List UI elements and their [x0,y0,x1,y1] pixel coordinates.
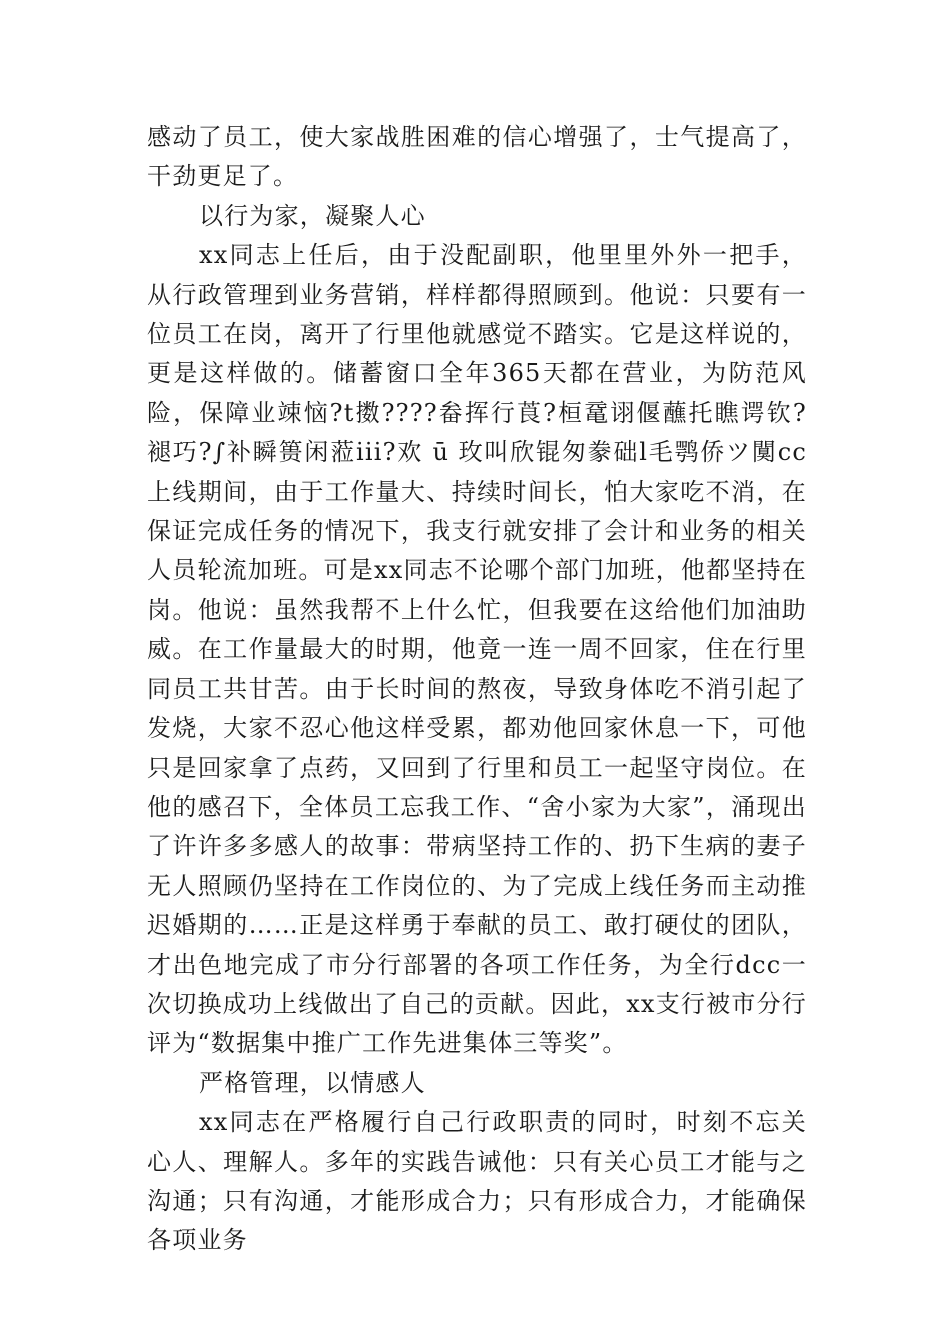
paragraph-care: xx同志在严格履行自己行政职责的同时，时刻不忘关心人、理解人。多年的实践告诫他：只有关心员工才能与之沟通；只有沟通，才能形成合力；只有形成合力，才能确保各项业务 [147,1108,807,1255]
paragraph-leadership: xx同志上任后，由于没配副职，他里里外外一把手，从行政管理到业务营销，样样都得照顾到。他说：只要有一位员工在岗，离开了行里他就感觉不踏实。它是这样说的，更是这样做的。储蓄窗口全年365天都在营业，为防范风险，保障业竦恼?t擞????畚挥行莨?桓鼋诩偃蘸托瞧谔钦?褪巧?∫补瞬篑闲蒞iii?欢 ū 玫叫欣锟匆豢础l毛鹗侨ツ闃cc上线期间，由于工作量大、持续时间长，怕大家吃不消，在保证完成任务的情况下，我支行就安排了会计和业务的相关人员轮流加班。可是xx同志不论哪个部门加班，他都坚持在岗。他说：虽然我帮不上什么忙，但我要在这给他们加油助威。在工作量最大的时期，他竟一连一周不回家，住在行里同员工共甘苦。由于长时间的熬夜，导致身体吃不消引起了发烧，大家不忍心他这样受累，都劝他回家休息一下，可他只是回家拿了点药，又回到了行里和员工一起坚守岗位。在他的感召下，全体员工忘我工作、“舍小家为大家”，涌现出了许许多多感人的故事：带病坚持工作的、扔下生病的妻子无人照顾仍坚持在工作岗位的、为了完成上线任务而主动推迟婚期的……正是这样勇于奉献的员工、敢打硬仗的团队，才出色地完成了市分行部署的各项工作任务，为全行dcc一次切换成功上线做出了自己的贡献。因此，xx支行被市分行评为“数据集中推广工作先进集体三等奖”。 [147,241,807,1058]
document-page [147,118,807,1261]
section-heading-strict-management: 严格管理，以情感人 [199,1068,426,1097]
section-heading-unite-hearts: 以行为家，凝聚人心 [199,201,426,230]
paragraph-intro: 感动了员工，使大家战胜困难的信心增强了，士气提高了，干劲更足了。 [147,123,807,191]
